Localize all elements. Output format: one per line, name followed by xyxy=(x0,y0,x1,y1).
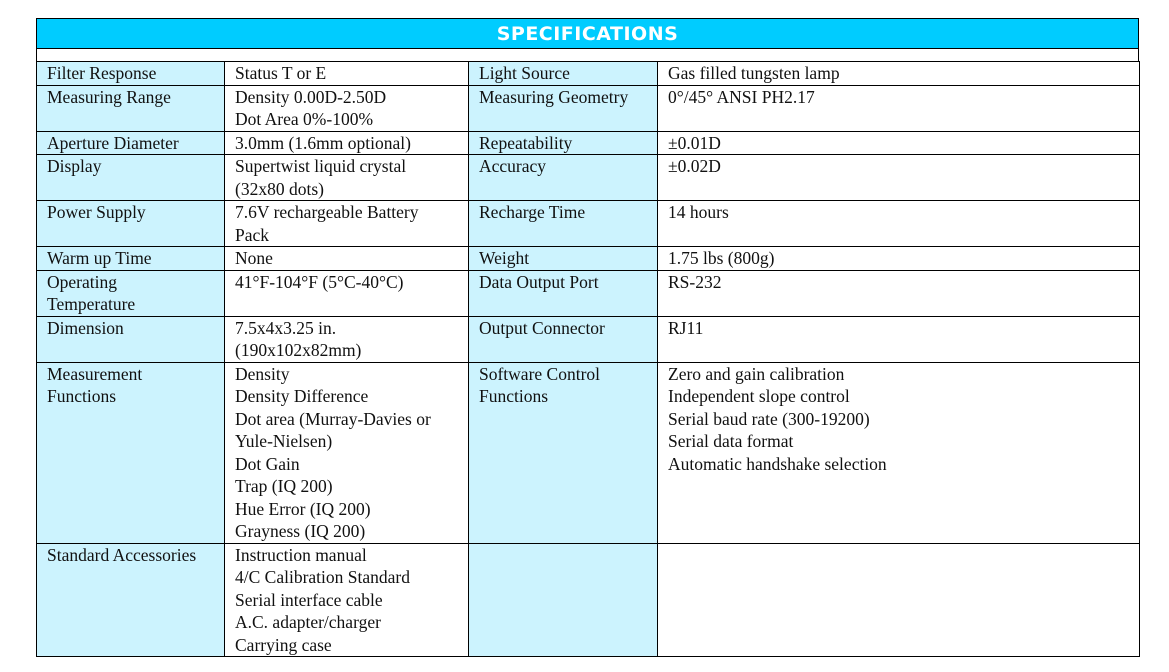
spec-value: Dot Area 0%-100% xyxy=(235,109,374,129)
spec-value-cell xyxy=(658,316,1140,362)
spec-value-cell xyxy=(225,62,469,86)
spec-value: Density Difference xyxy=(235,386,369,406)
spec-value-cell xyxy=(225,85,469,131)
spec-label: Output Connector xyxy=(479,317,605,338)
spec-value: Yule-Nielsen) xyxy=(235,431,333,451)
spec-value-cell xyxy=(225,362,469,543)
table-row xyxy=(37,247,1140,271)
specifications-table xyxy=(36,61,1140,657)
spec-value: Hue Error (IQ 200) xyxy=(235,498,371,519)
spec-value: Serial interface cable xyxy=(235,589,383,610)
spec-label: Warm up Time xyxy=(47,248,152,268)
spec-label-cell xyxy=(37,155,225,201)
spec-value: 0°/45° ANSI PH2.17 xyxy=(668,86,815,107)
spec-label-cell xyxy=(37,270,225,316)
spec-value-cell xyxy=(658,201,1140,247)
spec-value-cell xyxy=(225,155,469,201)
spec-label: Weight xyxy=(479,248,530,268)
spec-label-cell xyxy=(469,131,658,155)
spec-value: ±0.01D xyxy=(668,132,721,153)
spec-value: Density 0.00D-2.50D xyxy=(235,86,387,107)
spec-label-cell xyxy=(469,85,658,131)
spec-value-cell xyxy=(658,270,1140,316)
spec-value-cell xyxy=(225,316,469,362)
spec-value-cell xyxy=(658,362,1140,543)
spec-value: 14 hours xyxy=(668,202,729,222)
spec-value: ±0.02D xyxy=(668,156,721,176)
spec-value: (190x102x82mm) xyxy=(235,340,362,360)
spec-label-cell xyxy=(37,131,225,155)
spec-value: Pack xyxy=(235,224,270,245)
spec-value: Dot Gain xyxy=(235,453,300,474)
spec-label: Repeatability xyxy=(479,132,573,153)
spec-label: Dimension xyxy=(47,317,124,338)
spec-label: Measuring Range xyxy=(47,86,171,107)
spec-label: Temperature xyxy=(47,294,136,314)
table-row xyxy=(37,201,1140,247)
spec-value: 3.0mm (1.6mm optional) xyxy=(235,132,411,153)
spec-value: Carrying case xyxy=(235,634,332,655)
specifications-table-body xyxy=(37,62,1140,657)
spec-label-cell xyxy=(37,316,225,362)
spec-label: Operating xyxy=(47,271,117,292)
spec-value: 1.75 lbs (800g) xyxy=(668,248,775,268)
table-row xyxy=(37,85,1140,131)
spec-label: Accuracy xyxy=(479,156,547,176)
spec-label-cell xyxy=(469,543,658,657)
spec-label-cell xyxy=(469,201,658,247)
specifications-title: SPECIFICATIONS xyxy=(36,18,1139,49)
spec-value-cell xyxy=(225,201,469,247)
spec-label: Aperture Diameter xyxy=(47,132,179,153)
spec-label: Measurement xyxy=(47,363,143,384)
spec-label: Functions xyxy=(479,386,549,406)
table-row xyxy=(37,155,1140,201)
spec-value-cell xyxy=(658,543,1140,657)
spec-label-cell xyxy=(469,62,658,86)
spec-label-cell xyxy=(37,362,225,543)
spec-value: 7.5x4x3.25 in. xyxy=(235,317,337,338)
spec-value-cell xyxy=(658,155,1140,201)
spec-label-cell xyxy=(469,247,658,271)
spec-value: Automatic handshake selection xyxy=(668,453,887,474)
spec-label-cell xyxy=(37,201,225,247)
spec-value-cell xyxy=(658,85,1140,131)
spec-value: Grayness (IQ 200) xyxy=(235,521,366,541)
table-row xyxy=(37,62,1140,86)
spec-label: Functions xyxy=(47,386,117,406)
spec-value: Zero and gain calibration xyxy=(668,363,845,384)
spec-value: Instruction manual xyxy=(235,544,367,565)
spec-label: Standard Accessories xyxy=(47,544,197,565)
spec-value: 41°F-104°F (5°C-40°C) xyxy=(235,271,404,292)
spec-value-cell xyxy=(658,131,1140,155)
spec-label: Display xyxy=(47,156,102,176)
spec-value-cell xyxy=(225,543,469,657)
spec-label-cell xyxy=(37,543,225,657)
table-row xyxy=(37,316,1140,362)
spec-value-cell xyxy=(225,270,469,316)
table-row xyxy=(37,362,1140,543)
spec-value: Supertwist liquid crystal xyxy=(235,156,407,176)
spec-value: 4/C Calibration Standard xyxy=(235,567,410,587)
spec-value-cell xyxy=(658,247,1140,271)
spec-label-cell xyxy=(469,270,658,316)
spec-label: Recharge Time xyxy=(479,202,586,222)
table-row xyxy=(37,270,1140,316)
spec-label-cell xyxy=(469,316,658,362)
spec-value xyxy=(668,544,1131,567)
spec-value: Serial baud rate (300-19200) xyxy=(668,408,870,429)
table-row xyxy=(37,543,1140,657)
spec-label: Filter Response xyxy=(47,63,157,83)
spec-value: (32x80 dots) xyxy=(235,178,324,199)
spec-value: None xyxy=(235,248,273,268)
spec-value: Independent slope control xyxy=(668,386,850,406)
spec-label-cell xyxy=(37,62,225,86)
spec-label: Software Control xyxy=(479,363,601,384)
spec-label-cell xyxy=(37,85,225,131)
spec-value: Dot area (Murray-Davies or xyxy=(235,408,431,429)
spec-value: RJ11 xyxy=(668,317,704,338)
specifications-sheet xyxy=(36,18,1139,657)
spec-value: Status T or E xyxy=(235,63,327,83)
spec-label xyxy=(479,544,649,567)
header-spacer xyxy=(36,49,1139,61)
spec-value: Density xyxy=(235,363,290,384)
spec-label: Light Source xyxy=(479,63,570,83)
spec-value-cell xyxy=(658,62,1140,86)
spec-label-cell xyxy=(469,155,658,201)
spec-label-cell xyxy=(37,247,225,271)
table-row xyxy=(37,131,1140,155)
spec-value: RS-232 xyxy=(668,271,722,292)
spec-value-cell xyxy=(225,131,469,155)
spec-value: Gas filled tungsten lamp xyxy=(668,63,840,83)
spec-label: Power Supply xyxy=(47,202,146,222)
spec-value: Trap (IQ 200) xyxy=(235,476,333,496)
spec-value: A.C. adapter/charger xyxy=(235,612,381,632)
spec-label-cell xyxy=(469,362,658,543)
spec-value-cell xyxy=(225,247,469,271)
spec-value: 7.6V rechargeable Battery xyxy=(235,202,419,222)
spec-value: Serial data format xyxy=(668,431,794,451)
spec-label: Measuring Geometry xyxy=(479,86,629,107)
spec-label: Data Output Port xyxy=(479,271,599,292)
